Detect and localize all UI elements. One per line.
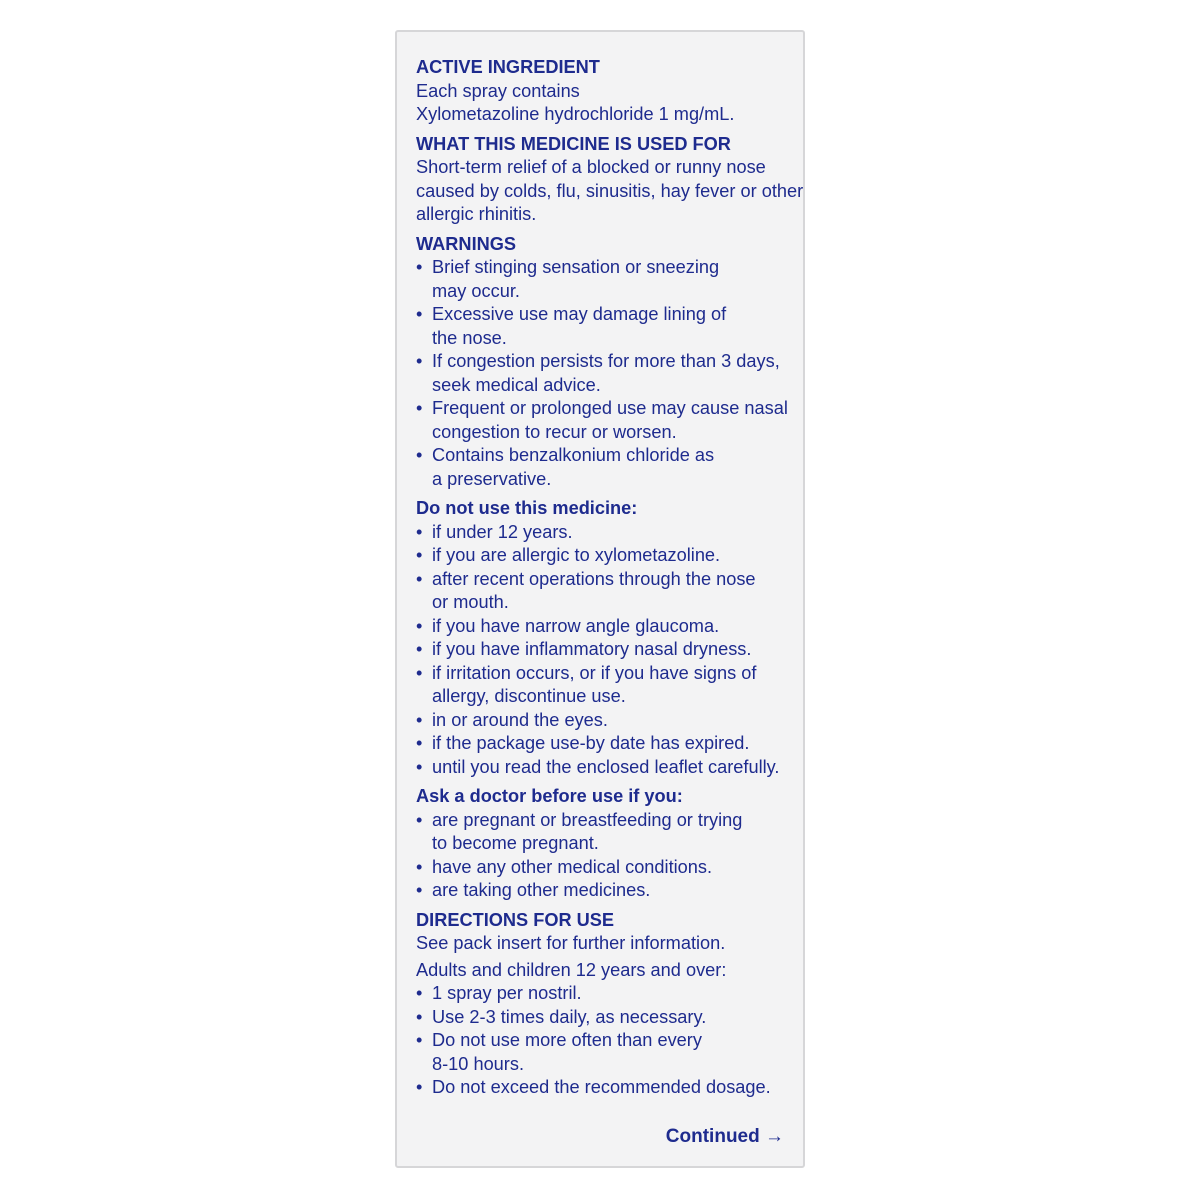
bullet-text: Do not use more often than every [432,1030,702,1050]
bullet-text: 8-10 hours. [432,1053,525,1074]
bullet-icon: • [416,398,423,418]
bullet-text: until you read the enclosed leaflet carefully. [432,756,780,777]
list-item [416,350,801,397]
bullet-text: are pregnant or breastfeeding or trying [432,809,743,830]
bullet-text: or mouth. [432,592,509,612]
section-used-for [416,133,804,227]
section-directions [416,909,801,1100]
section-ask-doctor [416,785,801,903]
list-item [416,444,801,491]
directions-intro: See pack insert for further information. [416,933,726,953]
bullet-text: if the package use-by date has expired. [432,733,750,753]
bullet-text: to become pregnant. [432,833,599,853]
bullet-icon: • [416,615,423,636]
list-item [416,397,801,444]
bullet-text: Use 2-3 times daily, as necessary. [432,1006,707,1027]
bullet-icon: • [416,880,423,900]
text-line: caused by colds, flu, sinusitis, hay fever or other [416,180,804,201]
list-item [416,568,801,615]
bullet-icon: • [416,709,423,730]
bullet-icon: • [416,304,423,324]
list-item [416,1006,801,1030]
bullet-icon: • [416,351,423,371]
bullet-icon: • [416,983,423,1003]
bullet-text: Frequent or prolonged use may cause nasal [432,398,788,418]
list-item [416,1076,801,1100]
bullet-icon: • [416,856,423,877]
bullet-icon: • [416,1030,423,1050]
heading-directions: DIRECTIONS FOR USE [416,909,615,930]
bullet-icon: • [416,756,423,777]
list-item [416,809,801,856]
list-item [416,756,801,780]
list-item [416,303,801,350]
list-item [416,662,801,709]
text-line: Each spray contains [416,80,580,101]
list-item [416,544,801,568]
bullet-text: have any other medical conditions. [432,856,713,877]
bullet-text: after recent operations through the nose [432,568,756,589]
label-panel [395,30,805,1168]
bullet-icon: • [416,568,423,589]
text-line: allergic rhinitis. [416,204,537,224]
heading-active-ingredient: ACTIVE INGREDIENT [416,57,600,77]
bullet-text: 1 spray per nostril. [432,983,582,1003]
bullet-text: Contains benzalkonium chloride as [432,445,715,465]
section-do-not-use [416,497,801,779]
bullet-text: if you have narrow angle glaucoma. [432,615,720,636]
list-item [416,732,801,756]
bullet-text: if irritation occurs, or if you have signs of [432,662,757,683]
bullet-text: if you are allergic to xylometazoline. [432,545,721,565]
bullet-icon: • [416,733,423,753]
list-item [416,709,801,733]
bullet-text: if you have inflammatory nasal dryness. [432,639,752,659]
label-content [416,56,804,1106]
bullet-icon: • [416,639,423,659]
bullet-text: if under 12 years. [432,521,573,542]
directions-subheading: Adults and children 12 years and over: [416,959,727,980]
bullet-text: the nose. [432,327,507,348]
list-item [416,638,801,662]
heading-warnings: WARNINGS [416,233,517,254]
list-item [416,615,801,639]
bullet-text: seek medical advice. [432,374,601,395]
bullet-icon: • [416,545,423,565]
text-line: Xylometazoline hydrochloride 1 mg/mL. [416,104,735,124]
bullet-text: Brief stinging sensation or sneezing [432,257,720,277]
bullet-icon: • [416,809,423,830]
bullet-text: a preservative. [432,468,552,489]
bullet-text: may occur. [432,280,520,301]
bullet-text: congestion to recur or worsen. [432,421,677,442]
bullet-icon: • [416,662,423,683]
bullet-icon: • [416,521,423,542]
bullet-icon: • [416,1006,423,1027]
list-item [416,521,801,545]
list-item [416,1029,801,1076]
bullet-text: are taking other medicines. [432,880,651,900]
section-warnings [416,233,801,492]
bullet-text: If congestion persists for more than 3 days, [432,351,780,371]
list-item [416,856,801,880]
bullet-text: allergy, discontinue use. [432,686,626,706]
bullet-text: in or around the eyes. [432,709,608,730]
heading-ask-doctor: Ask a doctor before use if you: [416,786,683,806]
text-line: Short-term relief of a blocked or runny nose [416,157,766,177]
bullet-icon: • [416,1077,423,1097]
bullet-text: Excessive use may damage lining of [432,304,727,324]
section-active-ingredient [416,56,801,127]
list-item [416,982,801,1006]
heading-do-not-use: Do not use this medicine: [416,498,638,518]
list-item [416,256,801,303]
bullet-text: Do not exceed the recommended dosage. [432,1077,771,1097]
heading-used-for: WHAT THIS MEDICINE IS USED FOR [416,133,731,154]
list-item [416,879,801,903]
bullet-icon: • [416,445,423,465]
bullet-icon: • [416,257,423,277]
continued-label: Continued → [665,1125,784,1147]
